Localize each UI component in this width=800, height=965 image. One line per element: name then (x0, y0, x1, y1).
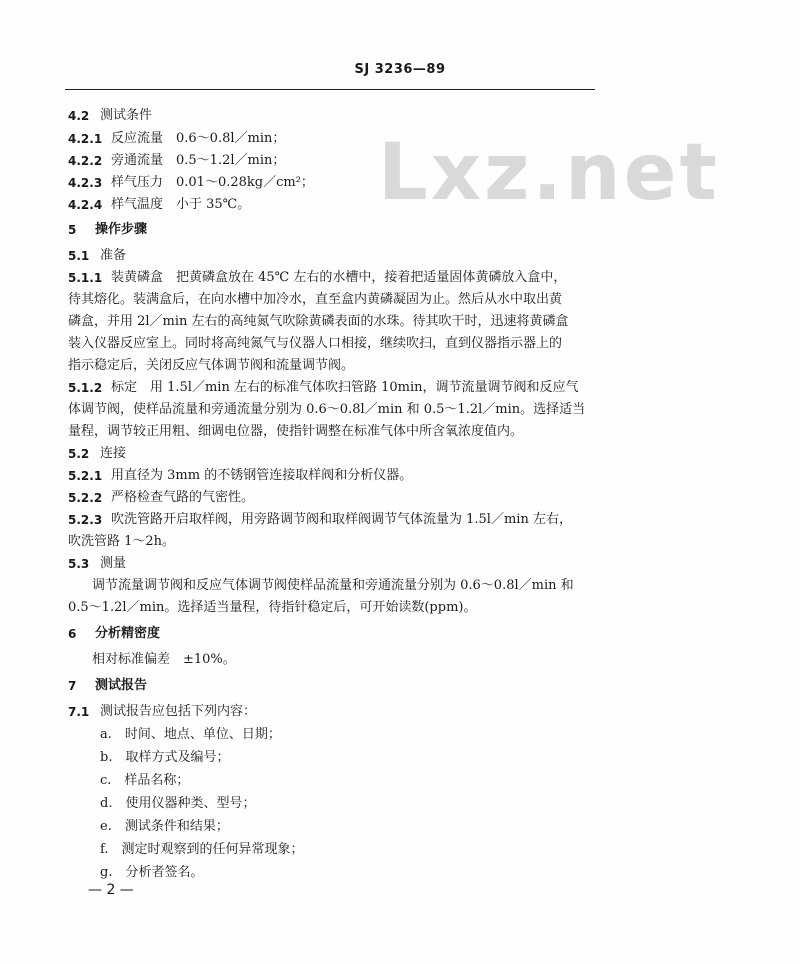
line-5-1-2: 标定 用 1.5l／min 左右的标准气体吹扫管路 10min，调节流量调节阀和反应气 (111, 380, 579, 395)
line-5-1-1-num: 5.1.1 (68, 271, 103, 285)
line-4-2-2-num: 4.2.2 (68, 154, 103, 168)
list-item-a: a. 时间、地点、单位、日期； (100, 727, 281, 742)
line-5-1-1-cont4: 指示稳定后，关闭反应气体调节阀和流量调节阀。 (68, 358, 355, 373)
line-5-2: 连接 (100, 446, 127, 461)
line-5-2-2: 严格检查气路的气密性。 (111, 490, 255, 505)
line-7-1: 测试报告应包括下列内容： (100, 704, 257, 719)
list-item-c: c. 样品名称； (100, 773, 190, 788)
line-5-1: 准备 (100, 248, 127, 263)
section-6-num: 6 (68, 627, 77, 641)
line-5-1-2-cont2: 量程，调节较正用粗、细调电位器，使指针调整在标准气体中所含氧浓度值内。 (68, 424, 524, 439)
line-4-2-4-num: 4.2.4 (68, 198, 103, 212)
line-5-1-1-cont2: 磷盒，并用 2l／min 左右的高纯氮气吹除黄磷表面的水珠。待其吹干时，迅速将黄磷盒 (68, 314, 569, 329)
watermark: Lxz.net (378, 128, 720, 218)
line-5-3-num: 5.3 (68, 557, 90, 571)
list-item-e: e. 测试条件和结果； (100, 819, 229, 834)
section-5-num: 5 (68, 223, 77, 237)
page-number: — 2 — (88, 882, 134, 898)
line-4-2-1-num: 4.2.1 (68, 132, 103, 146)
line-5-3-body1: 调节流量调节阀和反应气体调节阀使样品流量和旁通流量分别为 0.6～0.8l／min 和 (92, 578, 574, 593)
line-4-2-4: 样气温度 小于 35℃。 (111, 197, 251, 212)
section-7-title: 测试报告 (95, 678, 148, 693)
line-4-2-3-num: 4.2.3 (68, 176, 103, 190)
list-item-f: f. 测定时观察到的任何异常现象； (100, 842, 304, 857)
line-4-2-3: 样气压力 0.01～0.28kg／cm²； (111, 175, 314, 190)
line-4-2-1: 反应流量 0.6～0.8l／min； (111, 131, 286, 146)
line-5-2-2-num: 5.2.2 (68, 491, 103, 505)
line-5-1-1: 装黄磷盒 把黄磷盒放在 45℃ 左右的水槽中，接着把适量固体黄磷放入盒中， (111, 270, 567, 285)
section-7-num: 7 (68, 679, 77, 693)
line-5-2-1: 用直径为 3mm 的不锈钢管连接取样阀和分析仪器。 (111, 468, 413, 483)
line-5-2-3-cont1: 吹洗管路 1～2h。 (68, 534, 176, 549)
line-5-1-num: 5.1 (68, 249, 90, 263)
line-5-2-3-num: 5.2.3 (68, 513, 103, 527)
line-5-2-1-num: 5.2.1 (68, 469, 103, 483)
line-4-2: 测试条件 (100, 108, 153, 123)
line-7-1-num: 7.1 (68, 705, 90, 719)
line-5-1-1-cont1: 待其熔化。装满盒后，在向水槽中加冷水，直至盒内黄磷凝固为止。然后从水中取出黄 (68, 292, 563, 307)
list-item-b: b. 取样方式及编号； (100, 750, 230, 765)
document-code-header: SJ 3236—89 (354, 62, 446, 77)
line-6-body: 相对标准偏差 ±10%。 (92, 652, 236, 667)
line-5-1-1-cont3: 装入仪器反应室上。同时将高纯氮气与仪器人口相接，继续吹扫，直到仪器指示器上的 (68, 336, 563, 351)
line-4-2-num: 4.2 (68, 109, 90, 123)
line-5-1-2-cont1: 体调节阀，使样品流量和旁通流量分别为 0.6～0.8l／min 和 0.5～1.2l／min。选择适当 (68, 402, 586, 417)
line-5-3: 测量 (100, 556, 127, 571)
list-item-g: g. 分析者签名。 (100, 865, 204, 880)
line-5-2-3: 吹洗管路开启取样阀，用旁路调节阀和取样阀调节气体流量为 1.5l／min 左右， (111, 512, 572, 527)
header-rule (65, 89, 595, 90)
line-5-3-body2: 0.5～1.2l／min。选择适当量程，待指针稳定后，可开始读数(ppm)。 (68, 600, 477, 615)
line-4-2-2: 旁通流量 0.5～1.2l／min； (111, 153, 286, 168)
section-5-title: 操作步骤 (95, 222, 148, 237)
line-5-2-num: 5.2 (68, 447, 90, 461)
line-5-1-2-num: 5.1.2 (68, 381, 103, 395)
list-item-d: d. 使用仪器种类、型号； (100, 796, 256, 811)
section-6-title: 分析精密度 (95, 626, 161, 641)
